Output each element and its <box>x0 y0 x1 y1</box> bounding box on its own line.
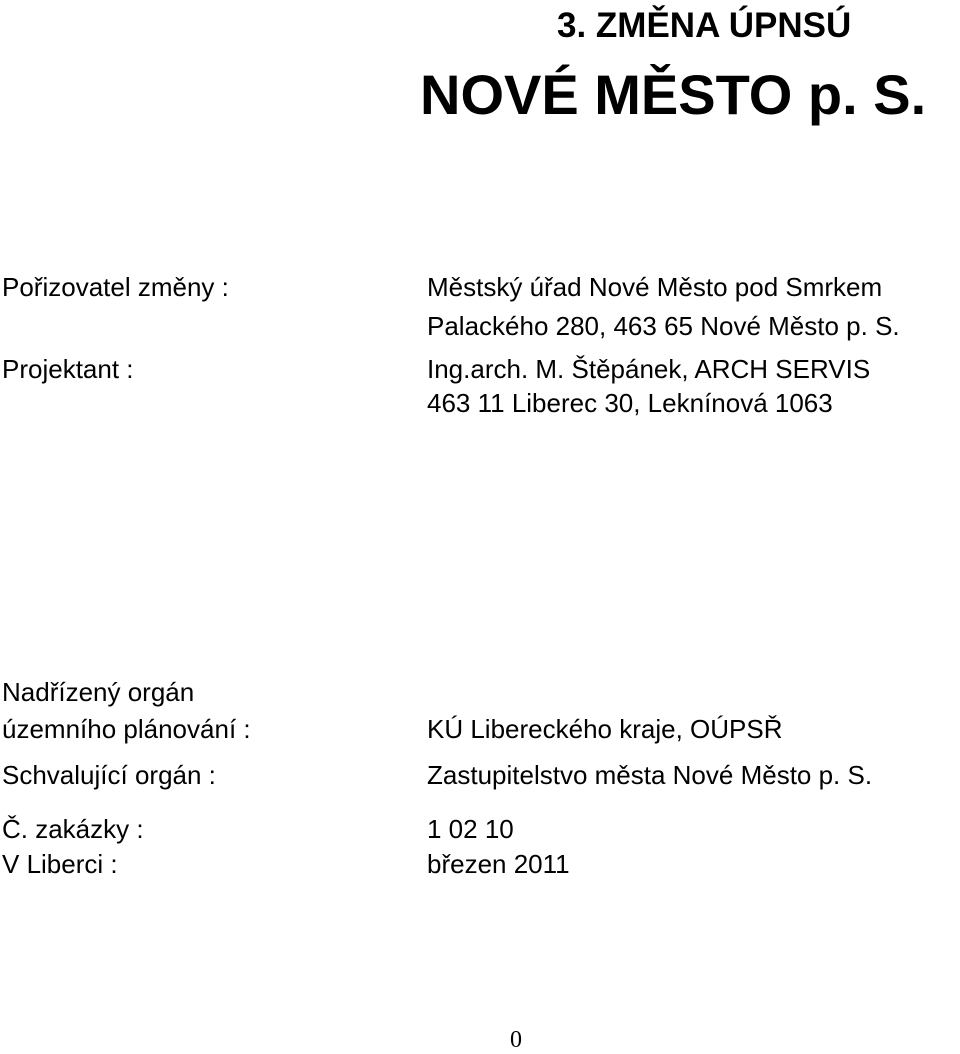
approver-label: Schvalující orgán : <box>2 760 216 790</box>
document-subtitle: 3. ZMĚNA ÚPNSÚ <box>557 6 852 45</box>
approver-value: Zastupitelstvo města Nové Město p. S. <box>427 760 873 790</box>
date-value: březen 2011 <box>427 849 570 879</box>
document-title: NOVÉ MĚSTO p. S. <box>420 63 927 126</box>
supervisor-value: KÚ Libereckého kraje, OÚPSŘ <box>427 714 783 744</box>
page-number: 0 <box>510 1027 522 1053</box>
procurer-name: Městský úřad Nové Město pod Smrkem <box>427 272 883 302</box>
designer-label: Projektant : <box>2 354 134 384</box>
supervisor-label-line2: územního plánování : <box>2 714 251 744</box>
order-number-label: Č. zakázky : <box>2 814 144 844</box>
designer-name: Ing.arch. M. Štěpánek, ARCH SERVIS <box>427 354 871 384</box>
place-label: V Liberci : <box>2 849 118 879</box>
supervisor-label-line1: Nadřízený orgán <box>2 677 195 707</box>
order-number-value: 1 02 10 <box>427 814 514 844</box>
procurer-label: Pořizovatel změny : <box>2 272 229 302</box>
procurer-address: Palackého 280, 463 65 Nové Město p. S. <box>427 311 900 341</box>
designer-address: 463 11 Liberec 30, Leknínová 1063 <box>427 388 833 418</box>
